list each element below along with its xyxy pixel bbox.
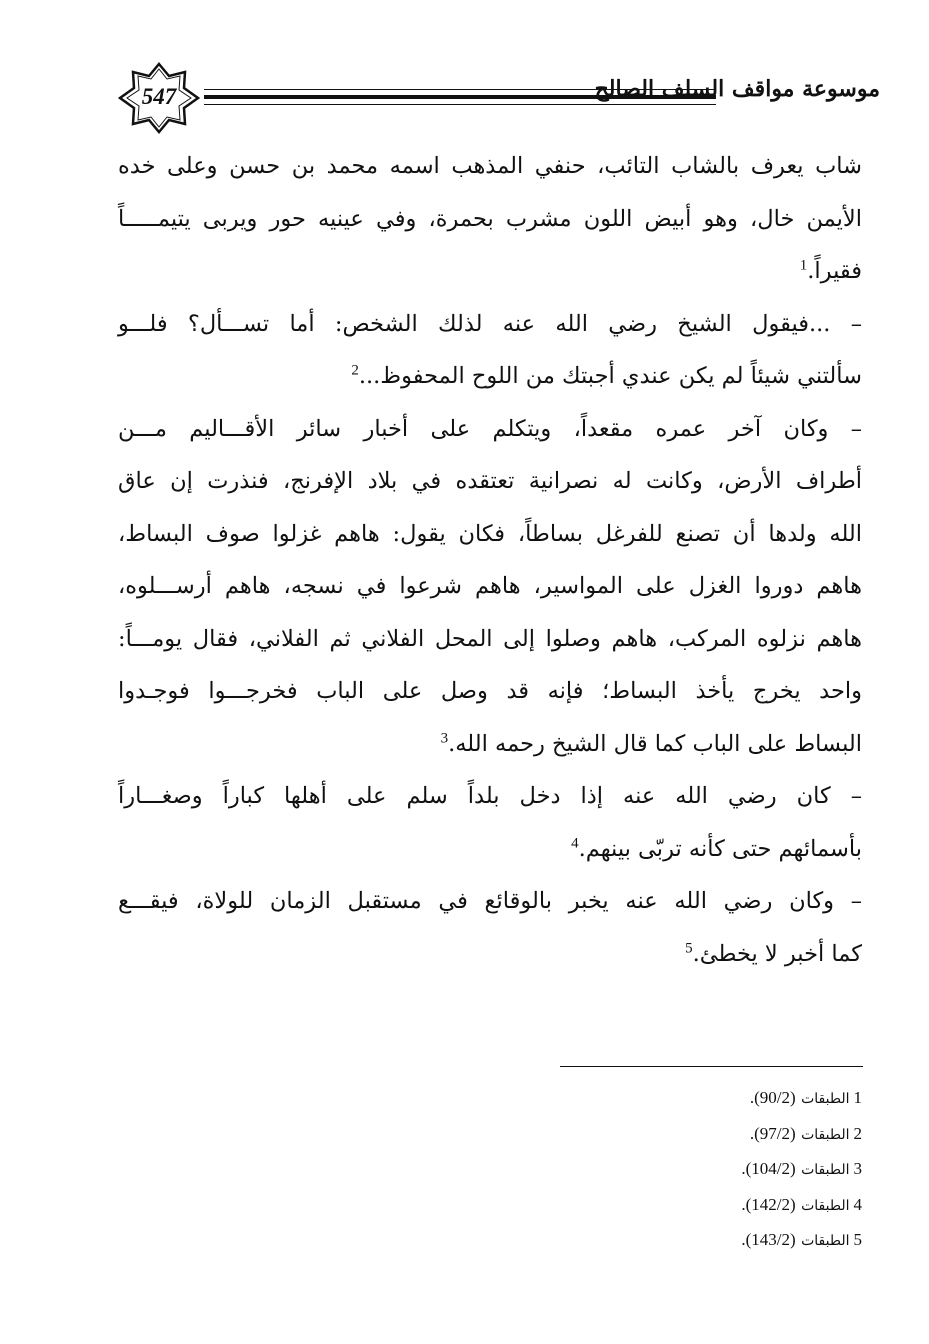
footnote-number: 5 <box>853 1230 862 1249</box>
footnote-divider <box>560 1066 863 1067</box>
footnote-number: 3 <box>853 1159 862 1178</box>
footnote-reference[interactable]: 4 <box>571 835 579 851</box>
footnote-citation: (90/2). <box>749 1088 796 1107</box>
text-line <box>118 770 862 823</box>
text-line-content: أطراف الأرض، وكانت له نصرانية تعتقده في بلاد الإفرنج، فنذرت إن عاق <box>118 468 862 494</box>
footnote-source: الطبقات <box>801 1233 850 1249</box>
text-line <box>118 140 862 193</box>
footnote-number: 1 <box>853 1088 862 1107</box>
text-line <box>118 403 862 456</box>
text-line-content: شاب يعرف بالشاب التائب، حنفي المذهب اسمه محمد بن حسن وعلى خده <box>118 153 862 179</box>
footnote-item <box>560 1187 862 1223</box>
text-line <box>118 298 862 351</box>
footnote-reference[interactable]: 5 <box>685 940 693 956</box>
footnote-item <box>560 1116 862 1152</box>
footnote-number: 4 <box>853 1194 862 1214</box>
text-line-content: هاهم نزلوه المركب، هاهم وصلوا إلى المحل الفلاني ثم الفلاني، فقال يومـــاً: <box>118 625 862 652</box>
footnote-reference[interactable]: 3 <box>440 730 449 746</box>
text-line <box>118 193 862 246</box>
page-header <box>118 62 880 134</box>
text-line <box>118 665 862 718</box>
text-line-content: – وكان رضي الله عنه يخبر بالوقائع في مستقبل الزمان للولاة، فيقـــع <box>118 888 862 914</box>
text-line-content: الأيمن خال، وهو أبيض اللون مشرب بحمرة، وفي عينيه حور ويربى يتيمـــــاً <box>118 205 862 232</box>
footnote-reference[interactable]: 2 <box>351 362 359 379</box>
footnote-item <box>560 1080 862 1116</box>
text-line-content: فقيراً. <box>807 258 862 284</box>
footnote-source: الطبقات <box>801 1126 850 1143</box>
text-line-content: واحد يخرج يأخذ البساط؛ فإنه قد وصل على الباب فخرجـــوا فوجـدوا <box>118 678 862 704</box>
text-line <box>118 508 862 561</box>
page-number: 547 <box>141 84 177 109</box>
footnote-reference[interactable]: 1 <box>799 257 808 274</box>
footnote-source: الطبقات <box>801 1197 850 1214</box>
footnotes <box>560 1080 862 1258</box>
text-line <box>118 613 862 666</box>
footnote-citation: (104/2). <box>741 1159 796 1178</box>
text-line-content: – ...فيقول الشيخ رضي الله عنه لذلك الشخص: أما تســـأل؟ فلـــو <box>118 310 862 337</box>
text-line-content: – وكان آخر عمره مقعداً، ويتكلم على أخبار سائر الأقـــاليم مـــن <box>118 415 862 442</box>
text-line <box>118 455 862 508</box>
footnote-source: الطبقات <box>801 1091 850 1107</box>
footnote-item <box>560 1222 862 1258</box>
main-text <box>118 140 862 980</box>
footnote-item <box>560 1151 862 1187</box>
text-line <box>118 560 862 613</box>
text-line <box>118 718 862 771</box>
book-title: موسوعة مواقف السلف الصالح <box>594 76 880 102</box>
text-line <box>118 875 862 928</box>
text-line-content: هاهم دوروا الغزل على المواسير، هاهم شرعوا في نسجه، هاهم أرســـلوه، <box>118 573 862 599</box>
text-line <box>118 928 862 981</box>
text-line-content: سألتني شيئاً لم يكن عندي أجبتك من اللوح المحفوظ... <box>358 363 862 389</box>
footnote-citation: (142/2). <box>741 1194 796 1214</box>
text-line-content: كما أخبر لا يخطئ. <box>692 940 862 967</box>
text-line <box>118 350 862 403</box>
footnote-citation: (97/2). <box>749 1123 796 1143</box>
text-line-content: البساط على الباب كما قال الشيخ رحمه الله. <box>448 730 862 757</box>
text-line <box>118 245 862 298</box>
footnote-source: الطبقات <box>801 1162 850 1178</box>
text-line <box>118 823 862 876</box>
footnote-citation: (143/2). <box>741 1230 796 1249</box>
footnote-number: 2 <box>853 1123 862 1143</box>
text-line-content: – كان رضي الله عنه إذا دخل بلداً سلم على أهلها كباراً وصغـــاراً <box>118 783 862 809</box>
page-number-badge <box>118 62 200 134</box>
text-line-content: الله ولدها أن تصنع للفرغل بساطاً، فكان يقول: هاهم غزلوا صوف البساط، <box>118 520 862 547</box>
text-line-content: بأسمائهم حتى كأنه تربّى بينهم. <box>578 835 862 862</box>
header-rule-bottom <box>204 104 716 105</box>
